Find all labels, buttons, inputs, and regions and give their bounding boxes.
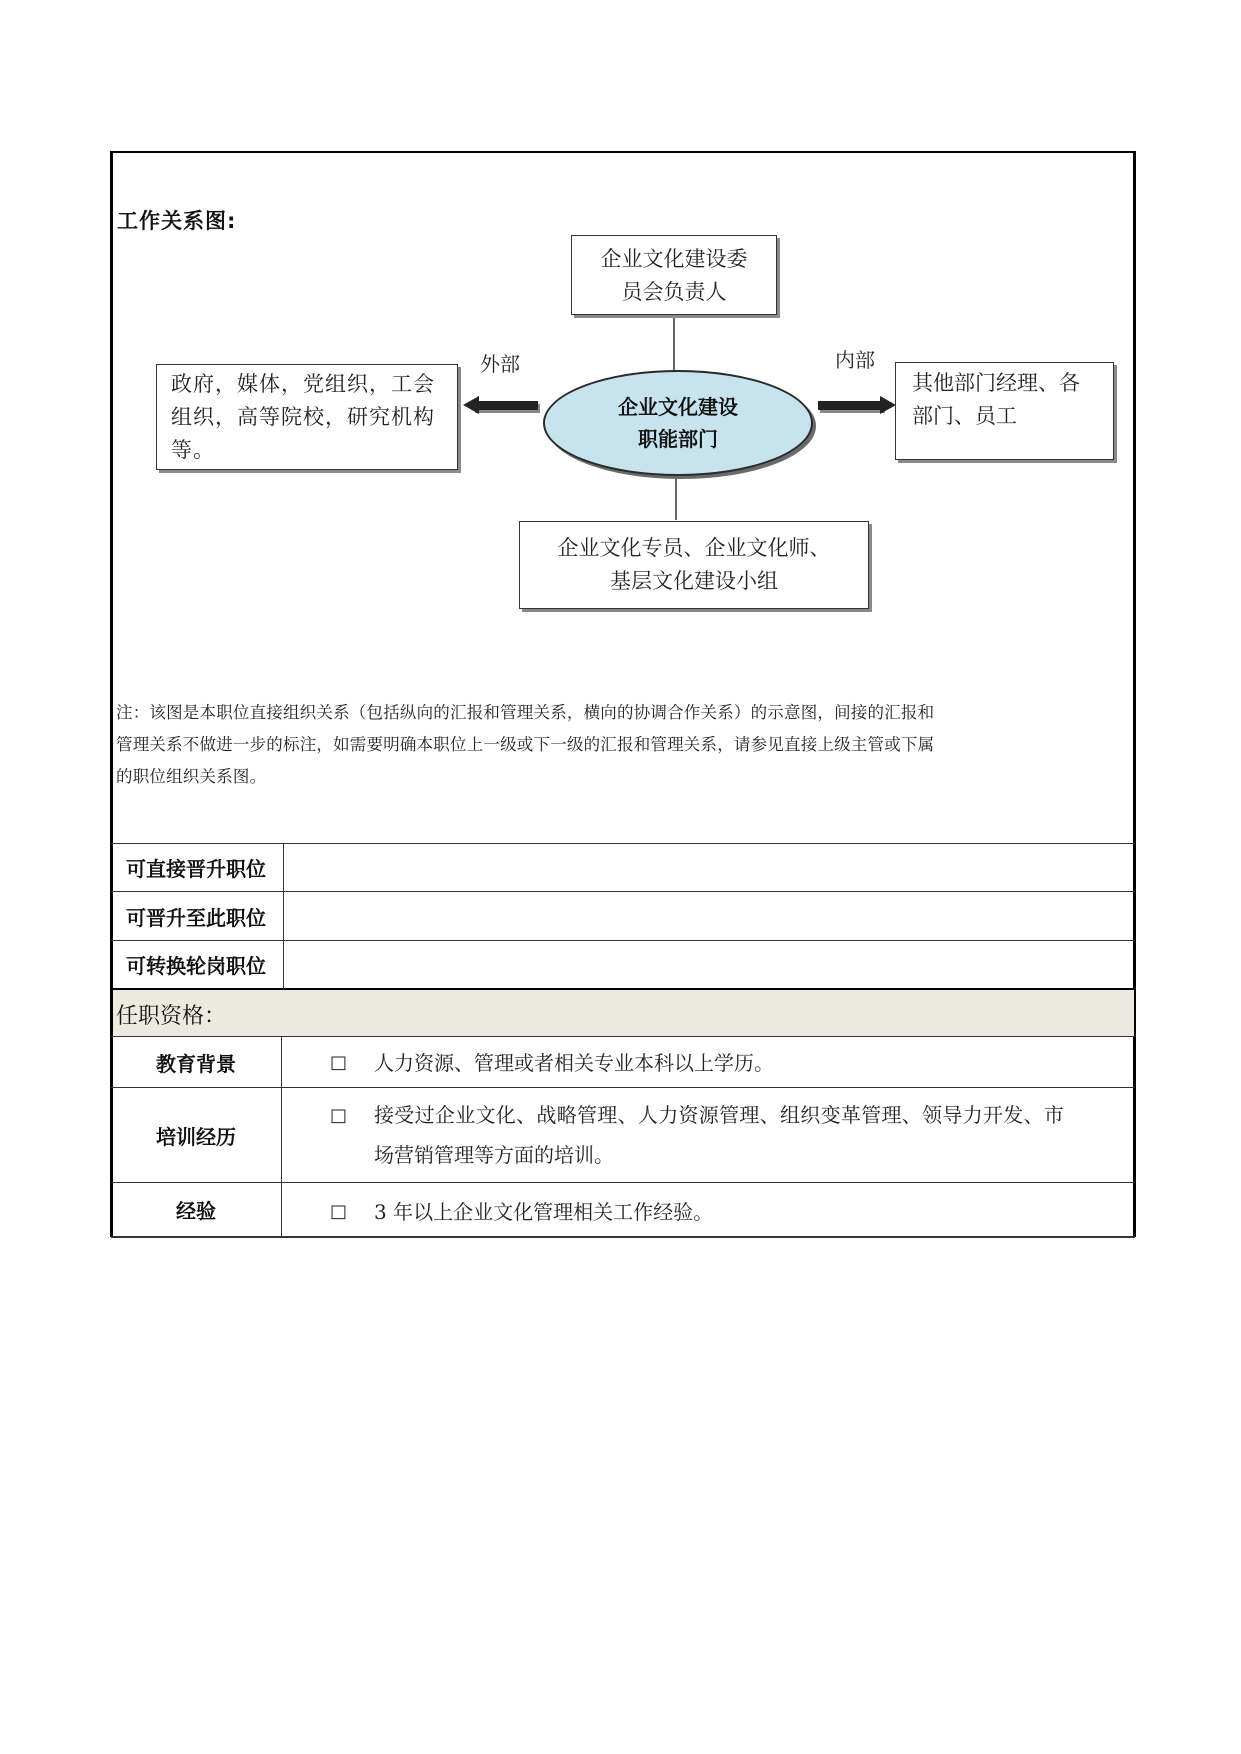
- box-internal-parties-line1: 其他部门经理、各: [912, 371, 1080, 395]
- career-row-promotion-to-this: [111, 892, 1135, 940]
- box-internal-parties: [895, 362, 1114, 460]
- chart-note-line2: 管理关系不做进一步的标注，如需要明确本职位上一级或下一级的汇报和管理关系，请参见直接上级主管或下属: [116, 735, 935, 754]
- career-row-direct-promotion: [111, 844, 1135, 891]
- experience-text: 3 年以上企业文化管理相关工作经验。: [374, 1200, 714, 1224]
- arrow-right: [818, 396, 896, 414]
- center-node-line1: 企业文化建设: [618, 395, 738, 419]
- internal-label: 内部: [835, 348, 875, 372]
- relation-chart-title: 工作关系图:: [117, 209, 237, 233]
- chart-note-line1: 注：该图是本职位直接组织关系（包括纵向的汇报和管理关系，横向的协调合作关系）的示意图，间接的汇报和: [116, 703, 935, 722]
- arrow-left: [463, 396, 540, 414]
- box-external-parties: [156, 364, 458, 470]
- box-external-parties-line2: 组织，高等院校，研究机构: [171, 405, 435, 429]
- checkbox-icon: □: [330, 1052, 348, 1073]
- career-row-direct-promotion-label: 可直接晋升职位: [126, 857, 266, 881]
- experience-label: 经验: [176, 1199, 216, 1223]
- box-committee-head: [571, 235, 777, 315]
- qualifications-title: 任职资格：: [116, 1004, 227, 1029]
- box-subordinates: [519, 521, 869, 609]
- chart-note-line3: 的职位组织关系图。: [116, 767, 267, 786]
- external-label: 外部: [480, 352, 520, 376]
- checkbox-icon: □: [330, 1201, 348, 1222]
- box-committee-head-line2: 员会负责人: [621, 280, 727, 304]
- career-row-rotation: [111, 941, 1135, 988]
- box-external-parties-line3: 等。: [171, 438, 215, 462]
- training-label: 培训经历: [156, 1124, 236, 1149]
- training-text-line2: 场营销管理等方面的培训。: [374, 1143, 614, 1167]
- box-external-parties-line1: 政府，媒体，党组织，工会: [171, 372, 435, 396]
- training-text-line1: 接受过企业文化、战略管理、人力资源管理、组织变革管理、领导力开发、市: [374, 1103, 1065, 1127]
- box-committee-head-line1: 企业文化建设委: [600, 247, 748, 271]
- box-subordinates-line1: 企业文化专员、企业文化师、: [557, 536, 831, 560]
- career-row-rotation-label: 可转换轮岗职位: [126, 954, 266, 978]
- qualifications-header: [113, 990, 1134, 1036]
- career-row-promotion-to-this-label: 可晋升至此职位: [126, 905, 266, 930]
- box-subordinates-line2: 基层文化建设小组: [610, 569, 778, 593]
- checkbox-icon: □: [330, 1105, 348, 1126]
- center-node-line2: 职能部门: [638, 427, 718, 451]
- center-node-culture-department: [543, 370, 813, 476]
- box-internal-parties-line2: 部门、员工: [912, 404, 1017, 428]
- education-text: 人力资源、管理或者相关专业本科以上学历。: [374, 1051, 774, 1075]
- training-text: [374, 1095, 1144, 1175]
- chart-note: [116, 697, 1136, 793]
- qual-table-bottom-border: [111, 1236, 1135, 1238]
- education-label: 教育背景: [156, 1051, 236, 1076]
